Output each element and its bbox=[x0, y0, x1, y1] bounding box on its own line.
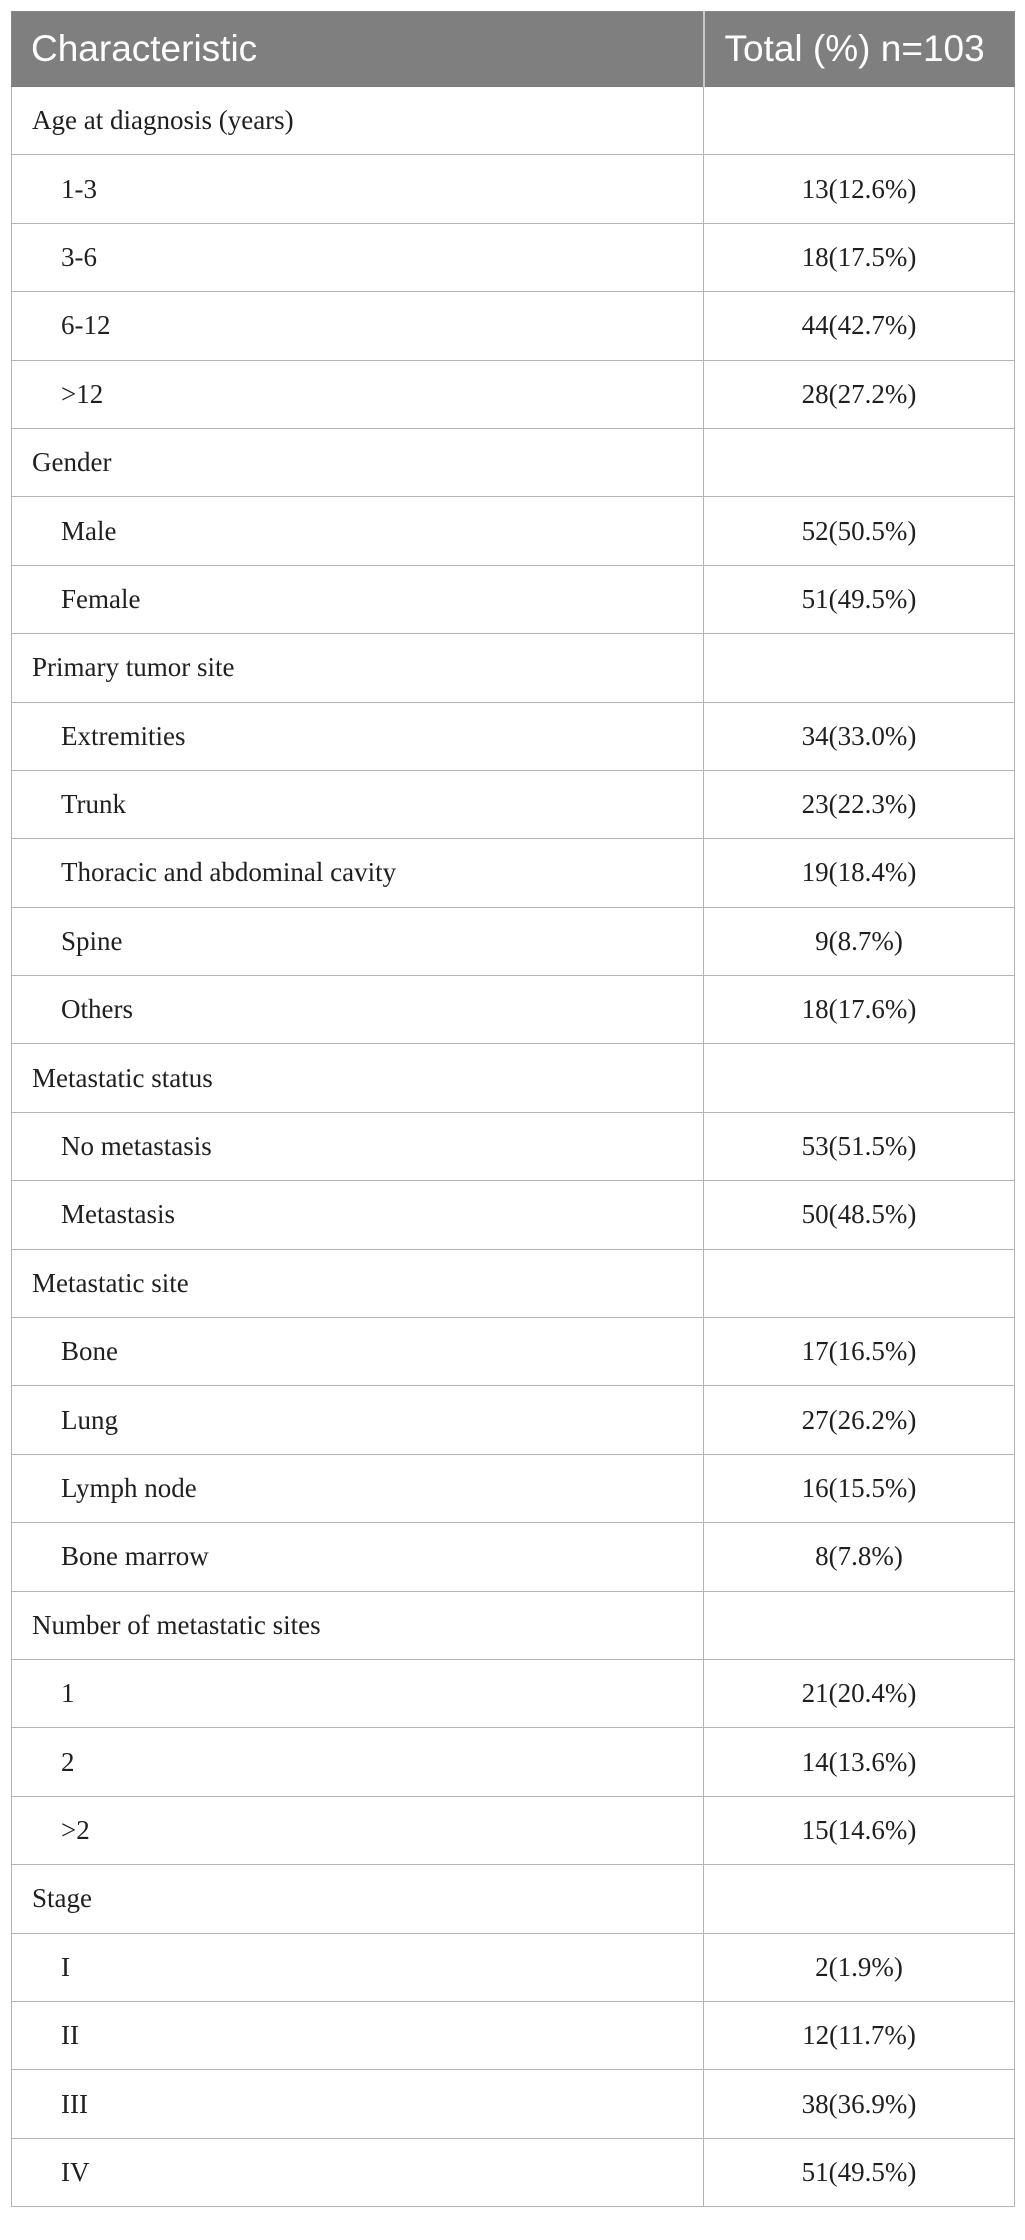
table-row bbox=[12, 497, 1015, 565]
table-row bbox=[12, 1659, 1015, 1727]
row-value bbox=[704, 1249, 1015, 1317]
row-value: 18(17.6%) bbox=[704, 976, 1015, 1044]
row-value: 14(13.6%) bbox=[704, 1728, 1015, 1796]
table-row bbox=[12, 1728, 1015, 1796]
category-row bbox=[12, 1865, 1015, 1933]
table-row bbox=[12, 360, 1015, 428]
category-row bbox=[12, 87, 1015, 155]
table-row bbox=[12, 1796, 1015, 1864]
row-label: III bbox=[12, 2070, 704, 2138]
row-value bbox=[704, 634, 1015, 702]
row-value: 13(12.6%) bbox=[704, 155, 1015, 223]
row-label: 1-3 bbox=[12, 155, 704, 223]
row-label: Trunk bbox=[12, 770, 704, 838]
row-label: Others bbox=[12, 976, 704, 1044]
row-value: 50(48.5%) bbox=[704, 1181, 1015, 1249]
row-value: 44(42.7%) bbox=[704, 292, 1015, 360]
row-value: 18(17.5%) bbox=[704, 223, 1015, 291]
table-row bbox=[12, 223, 1015, 291]
row-value bbox=[704, 87, 1015, 155]
row-value: 9(8.7%) bbox=[704, 907, 1015, 975]
row-label: No metastasis bbox=[12, 1112, 704, 1180]
row-label: 6-12 bbox=[12, 292, 704, 360]
row-label: Bone marrow bbox=[12, 1523, 704, 1591]
table-row bbox=[12, 770, 1015, 838]
row-value: 23(22.3%) bbox=[704, 770, 1015, 838]
table-row bbox=[12, 1386, 1015, 1454]
characteristics-table-container bbox=[11, 11, 1014, 2207]
row-value: 34(33.0%) bbox=[704, 702, 1015, 770]
row-value: 51(49.5%) bbox=[704, 2138, 1015, 2206]
header-characteristic: Characteristic bbox=[12, 12, 704, 87]
category-row bbox=[12, 428, 1015, 496]
category-label: Number of metastatic sites bbox=[12, 1591, 704, 1659]
row-value bbox=[704, 1591, 1015, 1659]
row-label: Metastasis bbox=[12, 1181, 704, 1249]
row-value bbox=[704, 1865, 1015, 1933]
table-row bbox=[12, 2001, 1015, 2069]
table-header bbox=[12, 12, 1015, 87]
row-value: 53(51.5%) bbox=[704, 1112, 1015, 1180]
table-row bbox=[12, 1181, 1015, 1249]
row-value: 27(26.2%) bbox=[704, 1386, 1015, 1454]
row-label: II bbox=[12, 2001, 704, 2069]
table-row bbox=[12, 2070, 1015, 2138]
row-label: Spine bbox=[12, 907, 704, 975]
category-row bbox=[12, 1044, 1015, 1112]
table-row bbox=[12, 292, 1015, 360]
category-label: Metastatic status bbox=[12, 1044, 704, 1112]
row-value: 17(16.5%) bbox=[704, 1318, 1015, 1386]
row-value: 21(20.4%) bbox=[704, 1659, 1015, 1727]
row-value: 28(27.2%) bbox=[704, 360, 1015, 428]
row-label: Female bbox=[12, 565, 704, 633]
row-label: >12 bbox=[12, 360, 704, 428]
row-value: 38(36.9%) bbox=[704, 2070, 1015, 2138]
table-body bbox=[12, 87, 1015, 2207]
table-row bbox=[12, 907, 1015, 975]
row-value: 16(15.5%) bbox=[704, 1454, 1015, 1522]
table-row bbox=[12, 702, 1015, 770]
category-label: Stage bbox=[12, 1865, 704, 1933]
table-row bbox=[12, 2138, 1015, 2206]
row-label: Male bbox=[12, 497, 704, 565]
category-label: Age at diagnosis (years) bbox=[12, 87, 704, 155]
category-row bbox=[12, 1591, 1015, 1659]
row-label: >2 bbox=[12, 1796, 704, 1864]
category-row bbox=[12, 634, 1015, 702]
row-label: Thoracic and abdominal cavity bbox=[12, 839, 704, 907]
table-row bbox=[12, 1454, 1015, 1522]
table-row bbox=[12, 155, 1015, 223]
header-total: Total (%) n=103 bbox=[704, 12, 1015, 87]
category-row bbox=[12, 1249, 1015, 1317]
row-value: 51(49.5%) bbox=[704, 565, 1015, 633]
row-value: 12(11.7%) bbox=[704, 2001, 1015, 2069]
row-label: Lung bbox=[12, 1386, 704, 1454]
table-row bbox=[12, 1112, 1015, 1180]
row-label: Extremities bbox=[12, 702, 704, 770]
table-row bbox=[12, 1933, 1015, 2001]
table-row bbox=[12, 976, 1015, 1044]
row-label: I bbox=[12, 1933, 704, 2001]
row-label: Lymph node bbox=[12, 1454, 704, 1522]
category-label: Metastatic site bbox=[12, 1249, 704, 1317]
row-label: IV bbox=[12, 2138, 704, 2206]
row-value bbox=[704, 428, 1015, 496]
category-label: Gender bbox=[12, 428, 704, 496]
row-value: 15(14.6%) bbox=[704, 1796, 1015, 1864]
row-value: 19(18.4%) bbox=[704, 839, 1015, 907]
header-row bbox=[12, 12, 1015, 87]
row-label: 3-6 bbox=[12, 223, 704, 291]
row-value bbox=[704, 1044, 1015, 1112]
category-label: Primary tumor site bbox=[12, 634, 704, 702]
table-row bbox=[12, 839, 1015, 907]
table-row bbox=[12, 565, 1015, 633]
row-value: 8(7.8%) bbox=[704, 1523, 1015, 1591]
characteristics-table bbox=[11, 11, 1015, 2207]
row-label: 1 bbox=[12, 1659, 704, 1727]
row-label: 2 bbox=[12, 1728, 704, 1796]
table-row bbox=[12, 1318, 1015, 1386]
row-value: 52(50.5%) bbox=[704, 497, 1015, 565]
row-value: 2(1.9%) bbox=[704, 1933, 1015, 2001]
table-row bbox=[12, 1523, 1015, 1591]
row-label: Bone bbox=[12, 1318, 704, 1386]
